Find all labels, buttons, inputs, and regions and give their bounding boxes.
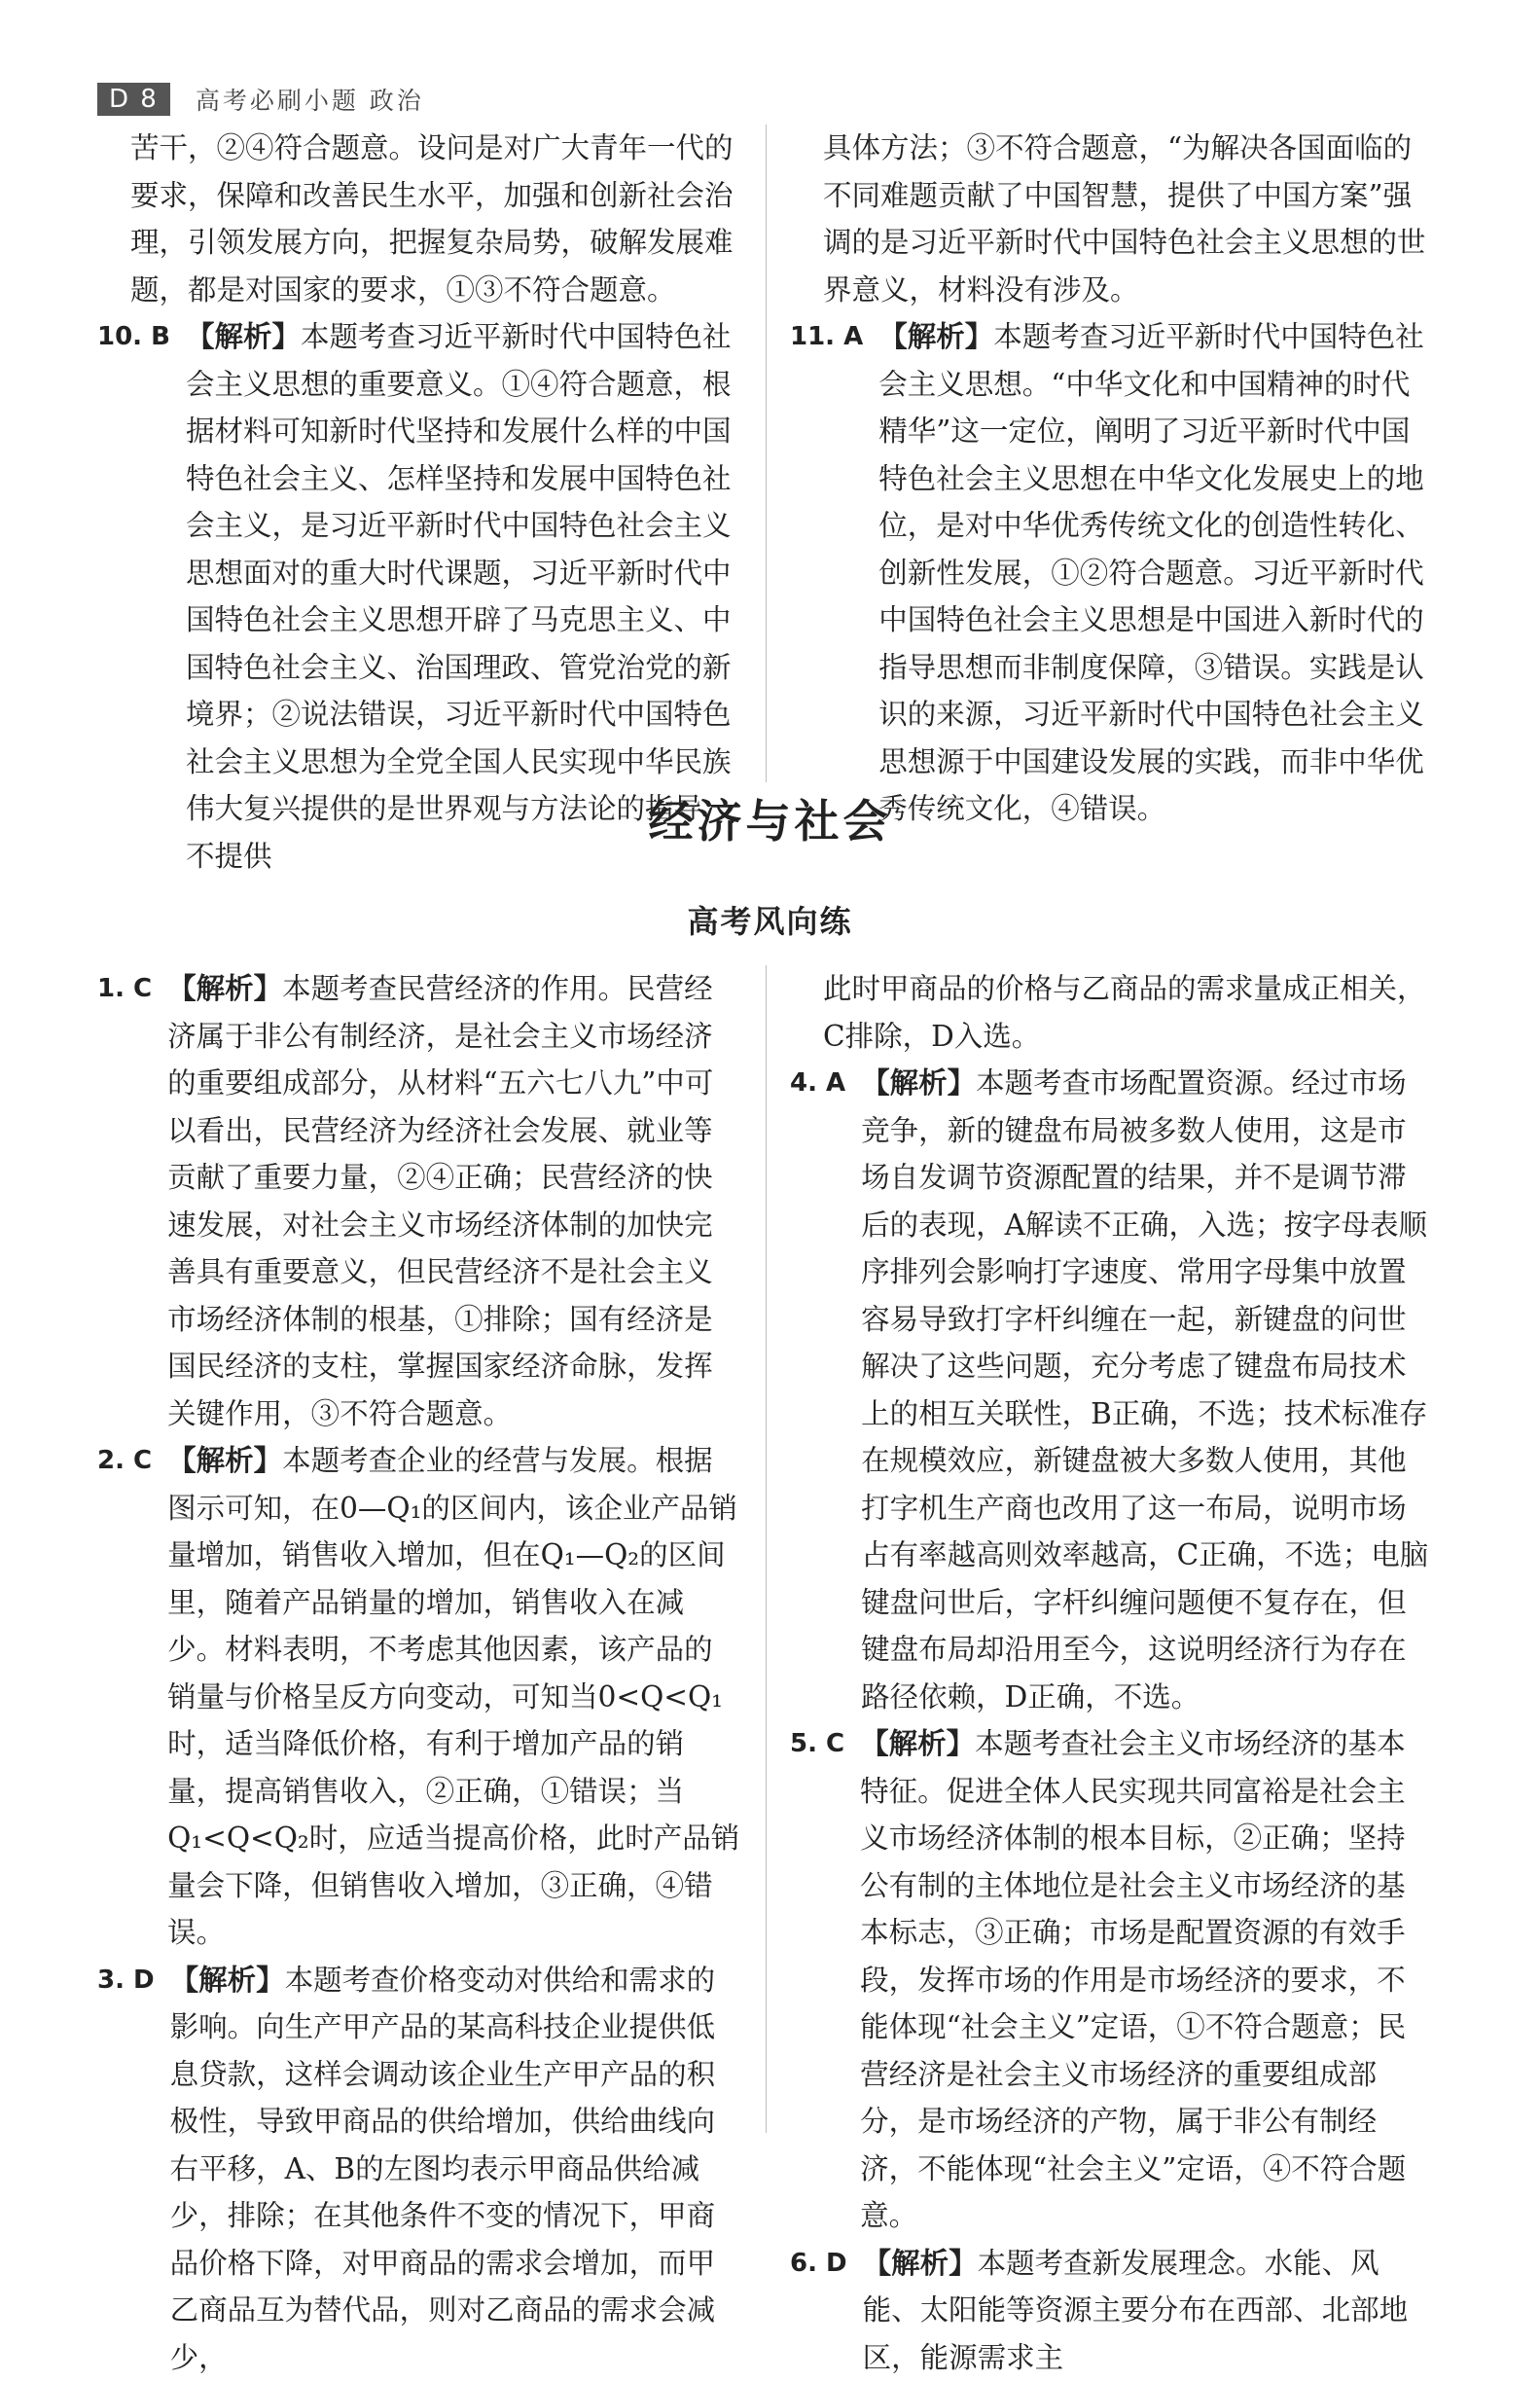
- answer-body: [861, 1060, 1434, 1720]
- answer-body: [863, 2240, 1434, 2381]
- answer-number: 2. C: [97, 1437, 152, 1957]
- answer-text: 本题考查习近平新时代中国特色社会主义思想。“中华文化和中国精神的时代精华”这一定位，阐明了习近平新时代中国特色社会主义思想在中华文化发展史上的地位，是对中华优秀传统文化的创造性转化、创新性发展，①②符合题意。习近平新时代中国特色社会主义思想是中国进入新时代的指导思想而非制度保障，③错误。实践是认识的来源，习近平新时代中国特色社会主义思想源于中国建设发展的实践，而非中华优秀传统文化，④错误。: [878, 320, 1424, 825]
- section-title: 经济与社会: [0, 786, 1540, 850]
- analysis-tag: 【解析】: [186, 319, 301, 353]
- answer-continuation: 此时甲商品的价格与乙商品的需求量成正相关，C排除，D入选。: [790, 965, 1434, 1060]
- bottom-left-column: [97, 965, 741, 2381]
- analysis-tag: 【解析】: [170, 1963, 285, 1997]
- bottom-column-divider: [766, 965, 767, 2133]
- answer-2: [97, 1437, 741, 1957]
- answer-4: [790, 1060, 1434, 1720]
- page-number: D 8: [97, 83, 170, 116]
- answer-6: [790, 2240, 1434, 2381]
- section-subtitle: 高考风向练: [0, 897, 1540, 942]
- answer-text: 本题考查社会主义市场经济的基本特征。促进全体人民实现共同富裕是社会主义市场经济体制的根本目标，②正确；坚持公有制的主体地位是社会主义市场经济的基本标志，③正确；市场是配置资源的有效手段，发挥市场的作用是市场经济的要求，不能体现“社会主义”定语，①不符合题意；民营经济是社会主义市场经济的重要组成部分，是市场经济的产物，属于非公有制经济，不能体现“社会主义”定语，④不符合题意。: [860, 1727, 1406, 2232]
- analysis-tag: 【解析】: [167, 1443, 282, 1477]
- answer-body: [170, 1957, 741, 2381]
- page-header: [97, 80, 424, 119]
- answer-text: 本题考查民营经济的作用。民营经济属于非公有制经济，是社会主义市场经济的重要组成部分，从材料“五六七八九”中可以看出，民营经济为经济社会发展、就业等贡献了重要力量，②④正确；民营经济的快速发展，对社会主义市场经济体制的加快完善具有重要意义，但民营经济不是社会主义市场经济体制的根基，①排除；国有经济是国民经济的支柱，掌握国家经济命脉，发挥关键作用，③不符合题意。: [167, 972, 713, 1430]
- analysis-tag: 【解析】: [861, 1065, 976, 1100]
- analysis-tag: 【解析】: [860, 1726, 975, 1760]
- answer-continuation: 具体方法；③不符合题意，“为解决各国面临的不同难题贡献了中国智慧，提供了中国方案”强调的是习近平新时代中国特色社会主义思想的世界意义，材料没有涉及。: [790, 125, 1434, 313]
- answer-body: [167, 1437, 741, 1957]
- top-right-column: [790, 125, 1434, 833]
- answer-number: 4. A: [790, 1060, 845, 1720]
- answer-number: 5. C: [790, 1720, 844, 2240]
- answer-11: [790, 313, 1434, 833]
- answer-body: [878, 313, 1434, 833]
- header-title: 高考必刷小题 政治: [196, 82, 424, 117]
- answer-text: 本题考查企业的经营与发展。根据图示可知，在0—Q₁的区间内，该企业产品销量增加，销售收入增加，但在Q₁—Q₂的区间里，随着产品销量的增加，销售收入在减少。材料表明，不考虑其他因素，该产品的销量与价格呈反方向变动，可知当0<Q<Q₁时，适当降低价格，有利于增加产品的销量，提高销售收入，②正确，①错误；当Q₁<Q<Q₂时，应适当提高价格，此时产品销量会下降，但销售收入增加，③正确，④错误。: [167, 1444, 739, 1949]
- answer-number: 1. C: [97, 965, 152, 1437]
- answer-text: 本题考查新发展理念。水能、风能、太阳能等资源主要分布在西部、北部地区，能源需求主: [863, 2247, 1409, 2374]
- analysis-tag: 【解析】: [878, 319, 993, 353]
- top-column-divider: [766, 125, 767, 782]
- answer-number: 10. B: [97, 313, 170, 880]
- answer-number: 3. D: [97, 1957, 155, 2381]
- answer-number: 6. D: [790, 2240, 847, 2381]
- answer-number: 11. A: [790, 313, 863, 833]
- analysis-tag: 【解析】: [863, 2246, 978, 2280]
- answer-text: 本题考查市场配置资源。经过市场竞争，新的键盘布局被多数人使用，这是市场自发调节资源配置的结果，并不是调节滞后的表现，A解读不正确，入选；按字母表顺序排列会影响打字速度、常用字母集中放置容易导致打字杆纠缠在一起，新键盘的问世解决了这些问题，充分考虑了键盘布局技术上的相互关联性，B正确，不选；技术标准存在规模效应，新键盘被大多数人使用，其他打字机生产商也改用了这一布局，说明市场占有率越高则效率越高，C正确，不选；电脑键盘问世后，字杆纠缠问题便不复存在，但键盘布局却沿用至今，这说明经济行为存在路径依赖，D正确，不选。: [861, 1066, 1428, 1714]
- answer-1: [97, 965, 741, 1437]
- answer-5: [790, 1720, 1434, 2240]
- answer-body: [167, 965, 741, 1437]
- answer-continuation: 苦干，②④符合题意。设问是对广大青年一代的要求，保障和改善民生水平，加强和创新社会治理，引领发展方向，把握复杂局势，破解发展难题，都是对国家的要求，①③不符合题意。: [97, 125, 741, 313]
- answer-text: 本题考查价格变动对供给和需求的影响。向生产甲产品的某高科技企业提供低息贷款，这样会调动该企业生产甲产品的积极性，导致甲商品的供给增加，供给曲线向右平移，A、B的左图均表示甲商品供给减少，排除；在其他条件不变的情况下，甲商品价格下降，对甲商品的需求会增加，而甲乙商品互为替代品，则对乙商品的需求会减少，: [170, 1964, 716, 2374]
- top-left-column: [97, 125, 741, 880]
- answer-body: [860, 1720, 1434, 2240]
- answer-3: [97, 1957, 741, 2381]
- answer-text: 本题考查习近平新时代中国特色社会主义思想的重要意义。①④符合题意，根据材料可知新时代坚持和发展什么样的中国特色社会主义、怎样坚持和发展中国特色社会主义，是习近平新时代中国特色社会主义思想面对的重大时代课题，习近平新时代中国特色社会主义思想开辟了马克思主义、中国特色社会主义、治国理政、管党治党的新境界；②说法错误，习近平新时代中国特色社会主义思想为全党全国人民实现中华民族伟大复兴提供的是世界观与方法论的指导，不提供: [186, 320, 732, 873]
- analysis-tag: 【解析】: [167, 971, 282, 1005]
- bottom-right-column: [790, 965, 1434, 2381]
